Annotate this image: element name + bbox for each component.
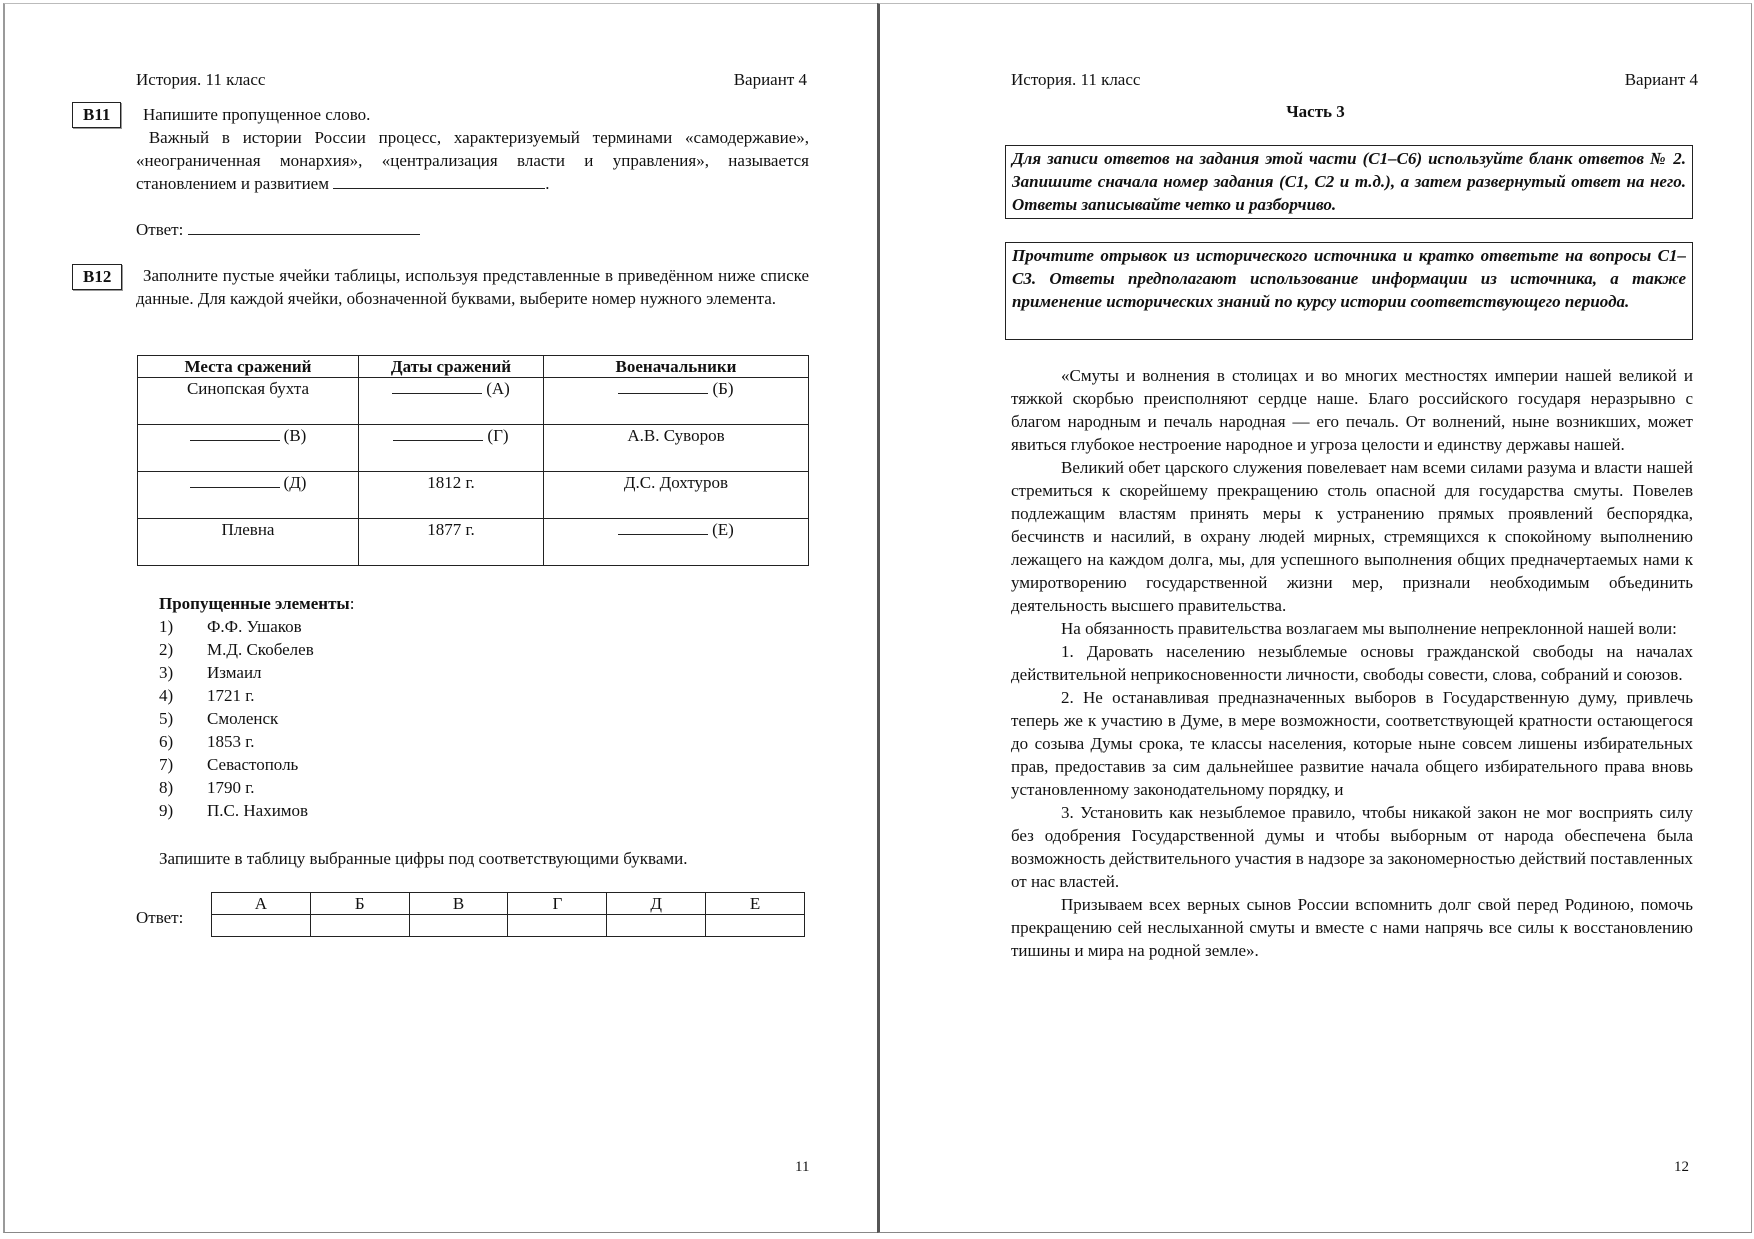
answer-letter: В: [409, 893, 508, 915]
answer-cell-d[interactable]: [607, 915, 706, 937]
b12-answer-label: Ответ:: [136, 908, 184, 927]
answer-cell-b[interactable]: [310, 915, 409, 937]
b11-text: Важный в истории России процесс, характеризуемый терминами «самодержавие», «неограниченная монархия», «централизация власти и управления», называется становлением и развитием .: [136, 128, 809, 193]
cell-commander-blank[interactable]: (Б): [544, 378, 809, 425]
b12-instruction: Заполните пустые ячейки таблицы, используя представленные в приведённом ниже списке данные. Для каждой ячейки, обозначенной буквами, выберите номер нужного элемента.: [136, 266, 809, 308]
task-label-b12: В12: [72, 264, 122, 290]
left-page: [3, 3, 877, 1233]
cell-place: Плевна: [138, 519, 359, 566]
header-variant: Вариант 4: [733, 70, 807, 89]
list-item: 4) 1721 г.: [159, 686, 255, 705]
answer-letter: Д: [607, 893, 706, 915]
cell-commander: Д.С. Дохтуров: [544, 472, 809, 519]
part-title: Часть 3: [1286, 102, 1345, 121]
cell-place-blank[interactable]: (В): [138, 425, 359, 472]
b11-instruction: Напишите пропущенное слово.: [143, 105, 371, 124]
answer-letter: Г: [508, 893, 607, 915]
source-paragraph: 2. Не останавливая предназначенных выборов в Государственную думу, привлечь теперь же к участию в Думе, в мере возможности, соответствующей кратности остающегося до созыва Думы срока, те классы населения, которые ныне совсем лишены избирательных прав, предоставив за сим дальнейшее развитие начала общего избирательного права вновь установленному законодательному порядку, и: [1011, 688, 1693, 799]
battles-table-header: [138, 356, 809, 378]
list-item: 7) Севастополь: [159, 755, 299, 774]
answer-letters-row: [212, 893, 805, 915]
cell-commander: А.В. Суворов: [544, 425, 809, 472]
b11-answer-label: Ответ:: [136, 220, 184, 239]
list-item: 8) 1790 г.: [159, 778, 255, 797]
list-item: 9) П.С. Нахимов: [159, 801, 309, 820]
table-row: [138, 378, 809, 425]
table-row: [138, 472, 809, 519]
answer-cell-g[interactable]: [508, 915, 607, 937]
b11-answer-field[interactable]: [188, 218, 420, 235]
write-instruction: Запишите в таблицу выбранные цифры под соответствующими буквами.: [159, 849, 688, 868]
answer-cell-a[interactable]: [212, 915, 311, 937]
instruction-box-source: Прочтите отрывок из исторического источника и кратко ответьте на вопросы С1–С3. Ответы предполагают использование информации из источника, а также применение исторических знаний по курсу истории соответствующего периода.: [1005, 242, 1693, 340]
page-number: 11: [795, 1159, 810, 1175]
cell-date: 1812 г.: [359, 472, 544, 519]
answer-cell-e[interactable]: [706, 915, 805, 937]
source-paragraph: Призываем всех верных сынов России вспомнить долг свой перед Родиною, помочь прекращению сей неслыханной смуты и вместе с нами напрячь все силы к восстановлению тишины и мира на родной земле».: [1011, 895, 1693, 960]
list-item: 1) Ф.Ф. Ушаков: [159, 617, 302, 636]
instruction-box-answers: Для записи ответов на задания этой части (С1–С6) используйте бланк ответов № 2. Запишите сначала номер задания (С1, С2 и т.д.), а затем развернутый ответ на него. Ответы записывайте четко и разборчиво.: [1005, 145, 1693, 219]
answer-grid: [211, 892, 805, 937]
right-page: [877, 3, 1752, 1233]
answer-cell-v[interactable]: [409, 915, 508, 937]
answer-letter: А: [212, 893, 311, 915]
header-subject: История. 11 класс: [136, 70, 266, 89]
b11-question-text: Важный в истории России процесс, характеризуемый терминами «самодержавие», «неограниченная монархия», «централизация власти и управления», называется становлением и развитием: [136, 128, 809, 193]
source-paragraph: 3. Установить как незыблемое правило, чтобы никакой закон не мог восприять силу без одобрения Государственной думы и чтобы выборным от народа обеспечена была возможность действительного участия в надзоре за закономерностью действий поставленных от нас властей.: [1011, 803, 1693, 891]
header-dates: Даты сражений: [359, 356, 544, 378]
cell-place-blank[interactable]: (Д): [138, 472, 359, 519]
table-row: [138, 519, 809, 566]
source-paragraph: 1. Даровать населению незыблемые основы гражданской свободы на началах действительной неприкосновенности личности, свободы совести, слова, собраний и союзов.: [1011, 642, 1693, 684]
page-number: 12: [1674, 1159, 1689, 1175]
cell-place: Синопская бухта: [138, 378, 359, 425]
table-row: [138, 425, 809, 472]
list-item: 3) Измаил: [159, 663, 262, 682]
task-label-b11: В11: [72, 102, 121, 128]
cell-date: 1877 г.: [359, 519, 544, 566]
cell-date-blank[interactable]: (Г): [359, 425, 544, 472]
header-variant: Вариант 4: [1624, 70, 1698, 89]
b11-inline-blank: [333, 172, 545, 189]
b11-answer: [136, 218, 420, 241]
source-paragraph: На обязанность правительства возлагаем мы выполнение непреклонной нашей воли:: [1061, 619, 1677, 638]
source-text: [1011, 364, 1693, 962]
answer-letter: Е: [706, 893, 805, 915]
list-item: 2) М.Д. Скобелев: [159, 640, 314, 659]
answer-letter: Б: [310, 893, 409, 915]
header-commanders: Военачальники: [544, 356, 809, 378]
list-item: 5) Смоленск: [159, 709, 279, 728]
header-subject: История. 11 класс: [1011, 70, 1141, 89]
source-paragraph: Великий обет царского служения повелевает нам всеми силами разума и власти нашей стремиться к скорейшему прекращению столь опасной для государства смуты. Повелев подлежащим властям принять меры к устранению прямых проявлений беспорядка, бесчинств и насилий, в охрану людей мирных, стремящихся к спокойному выполнению лежащего на каждом долга, мы, для успешного выполнения общих предначертаемых нами к умиротворению государственной жизни мер, признали необходимым объединить деятельность высшего правительства.: [1011, 458, 1693, 615]
source-paragraph: «Смуты и волнения в столицах и во многих местностях империи нашей великой и тяжкой скорбью преисполняют сердце наше. Благо российского государя неразрывно с благом народным и печаль народная — его печаль. От волнений, ныне возникших, может явиться глубокое нестроение народное и угроза целости и единству державы нашей.: [1011, 366, 1693, 454]
answer-input-row: [212, 915, 805, 937]
cell-commander-blank[interactable]: (Е): [544, 519, 809, 566]
list-item: 6) 1853 г.: [159, 732, 255, 751]
missing-elements-title: Пропущенные элементы:: [159, 594, 355, 613]
battles-table: [137, 355, 809, 566]
header-places: Места сражений: [138, 356, 359, 378]
cell-date-blank[interactable]: (А): [359, 378, 544, 425]
